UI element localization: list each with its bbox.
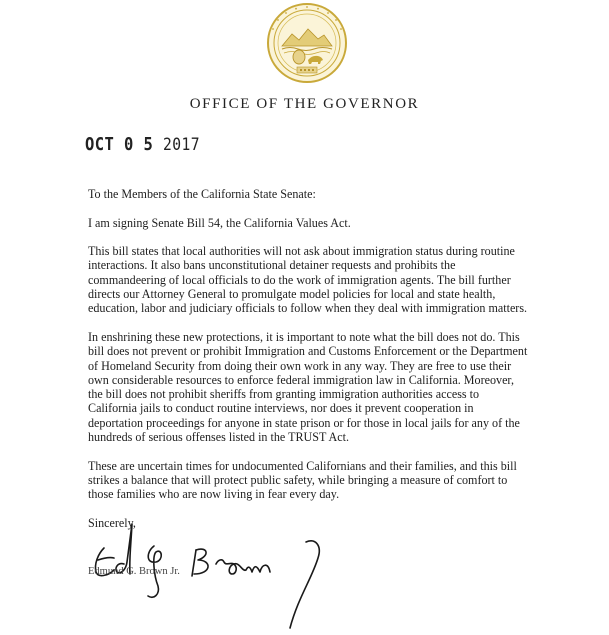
closing: Sincerely, [88,516,136,530]
paragraph: This bill states that local authorities will not ask about immigration status during routine interactions. It also bans unconstitutional detainer requests and prohibits the commandeering of local officials to do the work of immigration agents. The bill further directs our Attorney General to promulgate model policies for local and state health, education, labor and judiciary officials to follow when they deal with immigration matters. [88,244,528,316]
paragraph: These are uncertain times for undocumented Californians and their families, and this bill strikes a balance that will protect public safety, while bringing a measure of comfort to those families who are now living in fear every day. [88,458,517,502]
salutation: To the Members of the California State Senate: [88,187,316,201]
office-title: OFFICE OF THE GOVERNOR [189,96,420,112]
date-stamp-month-day: OCT 0 5 [85,134,154,155]
signer-name: Edmund G. Brown Jr. [88,566,180,577]
date-stamp [85,134,200,155]
great-seal-of-california-icon [266,2,348,84]
paragraph: I am signing Senate Bill 54, the California Values Act. [88,215,351,230]
paragraph: In enshrining these new protections, it is important to note what the bill does not do. This bill does not prevent or prohibit Immigration and Customs Enforcement or the Department of Homeland Security from doing their own work in any way. They are free to use their own considerable resources to enforce federal immigration law in California. Moreover, the bill does not prohibit sheriffs from granting immigration authorities access to California jails to conduct routine interviews, nor does it prevent cooperation in deportation proceedings for anyone in state prison or for those in local jails for any of the hundreds of serious offenses listed in the TRUST Act. [88,329,528,445]
date-stamp-year: 2017 [163,135,200,155]
letter-body [88,187,528,516]
